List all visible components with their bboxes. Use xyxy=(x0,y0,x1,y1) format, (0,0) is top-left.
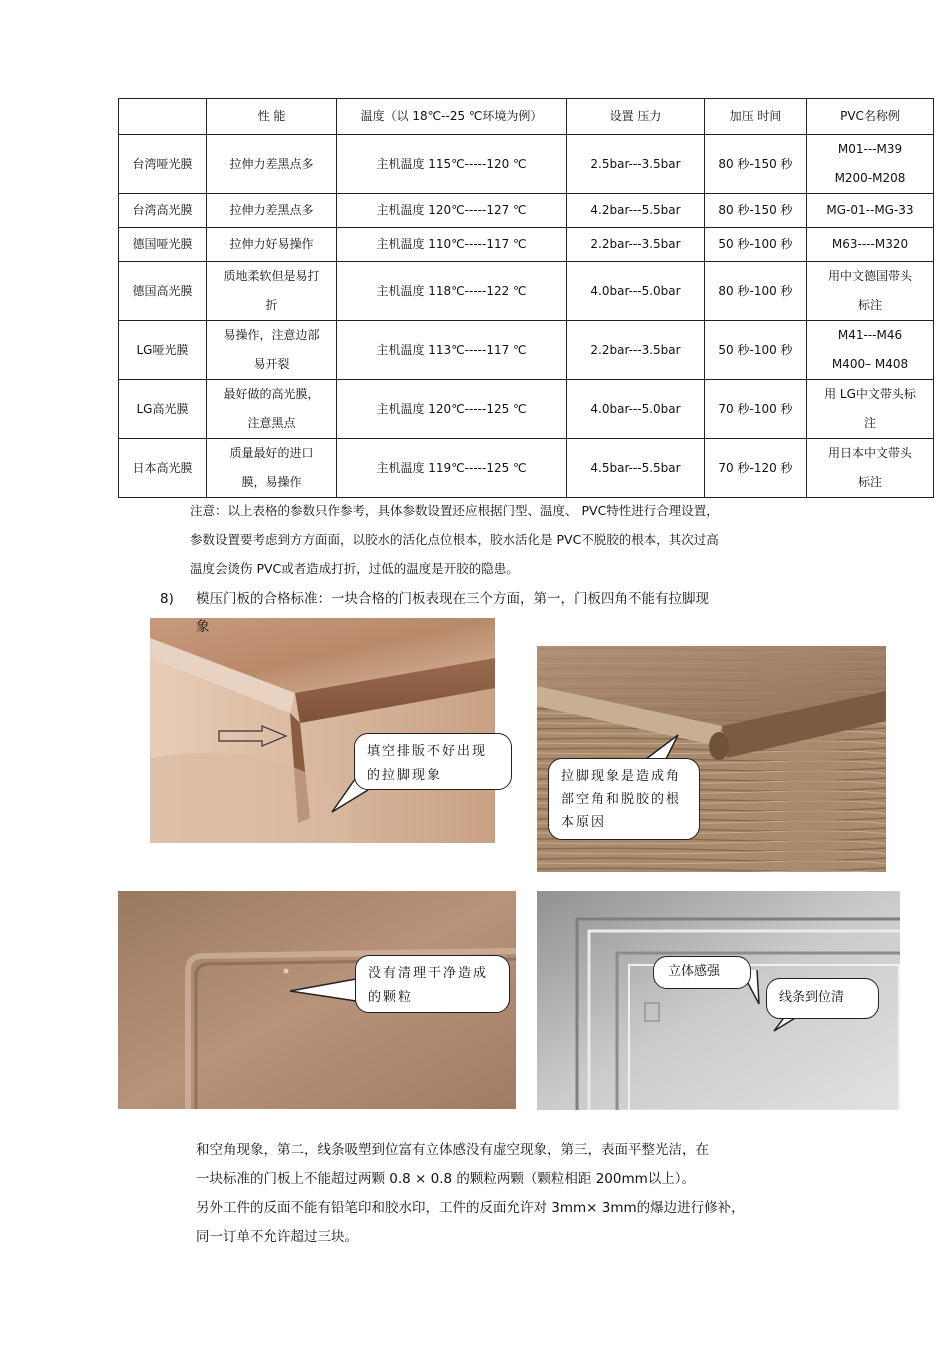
film-temperature: 主机温度 118℃-----122 ℃ xyxy=(337,262,567,321)
film-time: 50 秒-100 秒 xyxy=(705,228,807,262)
callout-particle: 没有清理干净造成的颗粒 xyxy=(355,955,510,1013)
film-pressure: 2.2bar---3.5bar xyxy=(567,228,705,262)
film-performance: 拉伸力差黑点多 xyxy=(207,135,337,194)
film-temperature: 主机温度 115℃-----120 ℃ xyxy=(337,135,567,194)
film-time: 70 秒-120 秒 xyxy=(705,439,807,498)
film-temperature: 主机温度 120℃-----127 ℃ xyxy=(337,194,567,228)
film-time: 50 秒-100 秒 xyxy=(705,321,807,380)
table-row xyxy=(119,262,934,321)
header-cell xyxy=(119,99,207,135)
arrow-icon xyxy=(218,725,288,747)
table-row xyxy=(119,135,934,194)
header-cell: 性 能 xyxy=(207,99,337,135)
film-pvc-name: M41---M46 M400– M408 xyxy=(807,321,934,380)
film-performance: 质地柔软但是易打 折 xyxy=(207,262,337,321)
note-line: 参数设置要考虑到方方面面，以胶水的活化点位根本，胶水活化是 PVC不脱胶的根本，其次过高 xyxy=(190,532,719,547)
film-name: LG哑光膜 xyxy=(119,321,207,380)
film-name: 德国高光膜 xyxy=(119,262,207,321)
film-time: 80 秒-100 秒 xyxy=(705,262,807,321)
film-pvc-name: 用 LG中文带头标 注 xyxy=(807,380,934,439)
film-pvc-name: 用日本中文带头 标注 xyxy=(807,439,934,498)
film-performance: 质量最好的进口 膜，易操作 xyxy=(207,439,337,498)
section-number: 8) xyxy=(160,591,174,607)
callout-corner-defect: 拉脚现象是造成角部空角和脱胶的根本原因 xyxy=(548,758,700,840)
callout-tail-icon xyxy=(288,975,358,1005)
film-name: 台湾哑光膜 xyxy=(119,135,207,194)
film-pressure: 4.5bar---5.5bar xyxy=(567,439,705,498)
table-header-row xyxy=(119,99,934,135)
header-cell: 加压 时间 xyxy=(705,99,807,135)
film-pvc-name: MG-01--MG-33 xyxy=(807,194,934,228)
film-temperature: 主机温度 113℃-----117 ℃ xyxy=(337,321,567,380)
section-heading-cont: 象 xyxy=(196,619,210,635)
body-line: 一块标准的门板上不能超过两颗 0.8 × 0.8 的颗粒两颗（颗粒相距 200mm以上）。 xyxy=(196,1171,696,1187)
film-time: 70 秒-100 秒 xyxy=(705,380,807,439)
film-name: 台湾高光膜 xyxy=(119,194,207,228)
table-row xyxy=(119,194,934,228)
table-row xyxy=(119,380,934,439)
header-cell: PVC名称例 xyxy=(807,99,934,135)
film-pressure: 2.5bar---3.5bar xyxy=(567,135,705,194)
film-pressure: 4.2bar---5.5bar xyxy=(567,194,705,228)
callout-clear-lines: 线条到位清 xyxy=(766,978,879,1019)
note-line: 注意：以上表格的参数只作参考，具体参数设置还应根据门型、温度、 PVC特性进行合理设置， xyxy=(190,503,719,518)
film-pressure: 2.2bar---3.5bar xyxy=(567,321,705,380)
callout-3d-sense: 立体感强 xyxy=(653,956,751,989)
callout-corner-pulling: 填空排版不好出现的拉脚现象 xyxy=(354,733,512,790)
film-performance: 最好做的高光膜， 注意黑点 xyxy=(207,380,337,439)
film-name: 日本高光膜 xyxy=(119,439,207,498)
film-name: LG高光膜 xyxy=(119,380,207,439)
film-name: 德国哑光膜 xyxy=(119,228,207,262)
note-line: 温度会烫伤 PVC或者造成打折，过低的温度是开胶的隐患。 xyxy=(190,561,519,576)
table-row xyxy=(119,228,934,262)
film-temperature: 主机温度 110℃-----117 ℃ xyxy=(337,228,567,262)
film-temperature: 主机温度 120℃-----125 ℃ xyxy=(337,380,567,439)
header-cell: 设置 压力 xyxy=(567,99,705,135)
parameter-table xyxy=(118,98,934,498)
photo-corner-pulling xyxy=(150,618,495,843)
table-row xyxy=(119,439,934,498)
film-pvc-name: M63----M320 xyxy=(807,228,934,262)
film-temperature: 主机温度 119℃-----125 ℃ xyxy=(337,439,567,498)
film-time: 80 秒-150 秒 xyxy=(705,194,807,228)
header-cell: 温度（以 18℃--25 ℃环境为例） xyxy=(337,99,567,135)
section-heading: 模压门板的合格标准：一块合格的门板表现在三个方面，第一，门板四角不能有拉脚现 xyxy=(196,591,709,607)
body-line: 和空角现象，第二，线条吸塑到位富有立体感没有虚空现象，第三，表面平整光洁，在 xyxy=(196,1142,709,1158)
table-row xyxy=(119,321,934,380)
film-performance: 易操作，注意边部 易开裂 xyxy=(207,321,337,380)
body-line: 同一订单不允许超过三块。 xyxy=(196,1229,358,1245)
film-pvc-name: M01---M39 M200-M208 xyxy=(807,135,934,194)
film-pressure: 4.0bar---5.0bar xyxy=(567,380,705,439)
film-performance: 拉伸力好易操作 xyxy=(207,228,337,262)
film-pressure: 4.0bar---5.0bar xyxy=(567,262,705,321)
film-performance: 拉伸力差黑点多 xyxy=(207,194,337,228)
film-time: 80 秒-150 秒 xyxy=(705,135,807,194)
body-line: 另外工件的反面不能有铅笔印和胶水印，工件的反面允许对 3mm× 3mm的爆边进行修补， xyxy=(196,1200,745,1216)
film-pvc-name: 用中文德国带头 标注 xyxy=(807,262,934,321)
